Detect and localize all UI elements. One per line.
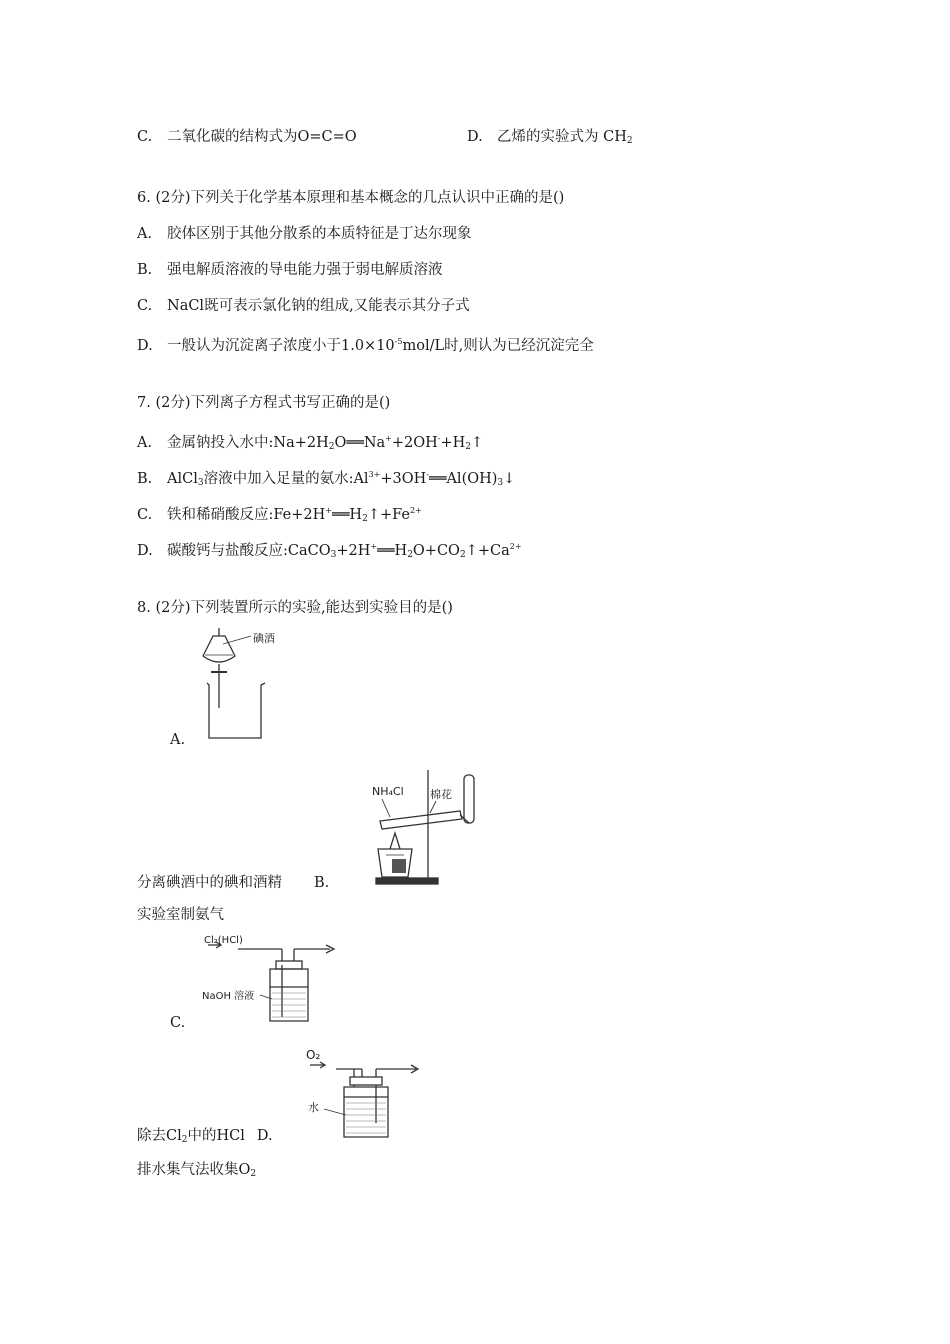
subscript: 2 — [250, 1169, 257, 1179]
subscript: 2 — [328, 442, 335, 452]
figure-d-water-collection — [302, 1043, 422, 1143]
subscript: 2 — [181, 1135, 188, 1145]
option-text: O══Na — [334, 435, 386, 451]
option-label: D. — [137, 543, 153, 559]
option-text: NaCl既可表示氯化钠的组成,又能表示其分子式 — [167, 298, 470, 314]
q7-stem: 7. (2分)下列离子方程式书写正确的是() — [137, 395, 391, 411]
option-text: 碳酸钙与盐酸反应:CaCO — [167, 543, 331, 559]
option-text: ↓ — [503, 471, 516, 487]
option-label: B. — [137, 471, 153, 487]
q7-option-b — [137, 465, 515, 493]
option-text: ══H — [377, 543, 408, 559]
superscript: 2+ — [409, 506, 422, 515]
option-text: ↑ — [471, 435, 484, 451]
option-text: ══H — [331, 507, 363, 523]
option-text: 一般认为沉淀离子浓度小于1.0×10 — [167, 338, 395, 354]
option-text: 强电解质溶液的导电能力强于弱电解质溶液 — [167, 262, 443, 278]
q5-option-c — [137, 127, 357, 147]
figure-c-gas-wash-bottle — [200, 935, 345, 1027]
option-text: 胶体区别于其他分散系的本质特征是丁达尔现象 — [167, 226, 472, 242]
q7-option-d — [137, 537, 522, 565]
figure-c-caption: 除去Cl — [137, 1128, 182, 1144]
option-text: 铁和稀硝酸反应:Fe+2H — [167, 507, 326, 523]
q5-option-d — [467, 127, 633, 151]
superscript: - — [426, 470, 429, 479]
figure-a-label: A. — [170, 732, 186, 748]
figure-b-caption: 实验室制氨气 — [137, 907, 224, 923]
option-text: ══Al(OH) — [429, 471, 498, 487]
figure-d-caption-text: 排水集气法收集O — [137, 1162, 251, 1178]
superscript: 2+ — [509, 542, 522, 551]
figure-c-label: C. — [170, 1015, 186, 1031]
cotton-label: 棉花 — [430, 788, 452, 801]
figure-b-ammonia-apparatus — [368, 765, 486, 887]
q7-option-a — [137, 429, 483, 457]
superscript: + — [385, 434, 392, 443]
option-text: 二氧化碳的结构式为O=C=O — [167, 129, 357, 145]
superscript: 3+ — [368, 470, 381, 479]
option-label: A. — [137, 226, 153, 242]
o2-label: O₂ — [306, 1048, 321, 1062]
subscript: 2 — [626, 136, 633, 146]
option-label: D. — [467, 129, 483, 145]
option-label: B. — [137, 262, 153, 278]
option-text: +2H — [336, 543, 371, 559]
option-text: ↑+Ca — [465, 543, 510, 559]
iodine-tincture-label: 碘酒 — [253, 632, 275, 645]
water-label: 水 — [308, 1101, 319, 1114]
option-label: C. — [137, 507, 153, 523]
q6-option-d — [137, 332, 594, 356]
option-label: D. — [137, 338, 153, 354]
option-label: C. — [137, 129, 153, 145]
superscript: - — [437, 434, 441, 443]
figure-a-caption: 分离碘酒中的碘和酒精 — [137, 875, 282, 891]
q6-option-a — [137, 224, 472, 244]
figure-d-label: D. — [256, 1128, 273, 1144]
subscript: 3 — [330, 550, 337, 560]
option-text: 金属钠投入水中:Na+2H — [167, 435, 329, 451]
option-text: ↑+Fe — [367, 507, 410, 523]
subscript: 2 — [407, 550, 413, 560]
option-label: A. — [137, 435, 153, 451]
superscript: + — [325, 506, 332, 515]
option-text: mol/L时,则认为已经沉淀完全 — [402, 338, 594, 354]
option-text: +2OH — [391, 435, 438, 451]
q6-option-c — [137, 296, 470, 316]
option-label: C. — [137, 298, 153, 314]
option-text: 乙烯的实验式为 CH — [497, 129, 627, 145]
figure-a-separatory-funnel — [195, 628, 295, 743]
cl2-hcl-label: Cl₂(HCl) — [204, 935, 243, 946]
figure-a-caption-and-b-label — [137, 873, 329, 893]
nh4cl-label: NH₄Cl — [372, 785, 404, 798]
subscript: 2 — [362, 514, 368, 524]
option-text: AlCl — [167, 471, 198, 487]
option-text: O+CO — [412, 543, 460, 559]
option-text: +H — [440, 435, 466, 451]
superscript: -5 — [394, 337, 403, 346]
figure-d-caption — [137, 1160, 256, 1184]
naoh-solution-label: NaOH 溶液 — [202, 991, 255, 1002]
q8-stem: 8. (2分)下列装置所示的实验,能达到实验目的是() — [137, 600, 453, 616]
q7-option-c — [137, 501, 422, 529]
q6-option-b — [137, 260, 443, 280]
subscript: 2 — [465, 442, 472, 452]
figure-c-caption: 中的HCl — [187, 1128, 245, 1144]
subscript: 3 — [197, 478, 204, 488]
figure-b-label: B. — [314, 875, 330, 891]
figure-c-caption-and-d-label — [137, 1126, 273, 1150]
subscript: 3 — [497, 478, 504, 488]
q6-stem: 6. (2分)下列关于化学基本原理和基本概念的几点认识中正确的是() — [137, 190, 565, 206]
option-text: 溶液中加入足量的氨水:Al — [203, 471, 369, 487]
subscript: 2 — [459, 550, 466, 560]
superscript: + — [370, 542, 378, 551]
option-text: +3OH — [380, 471, 427, 487]
